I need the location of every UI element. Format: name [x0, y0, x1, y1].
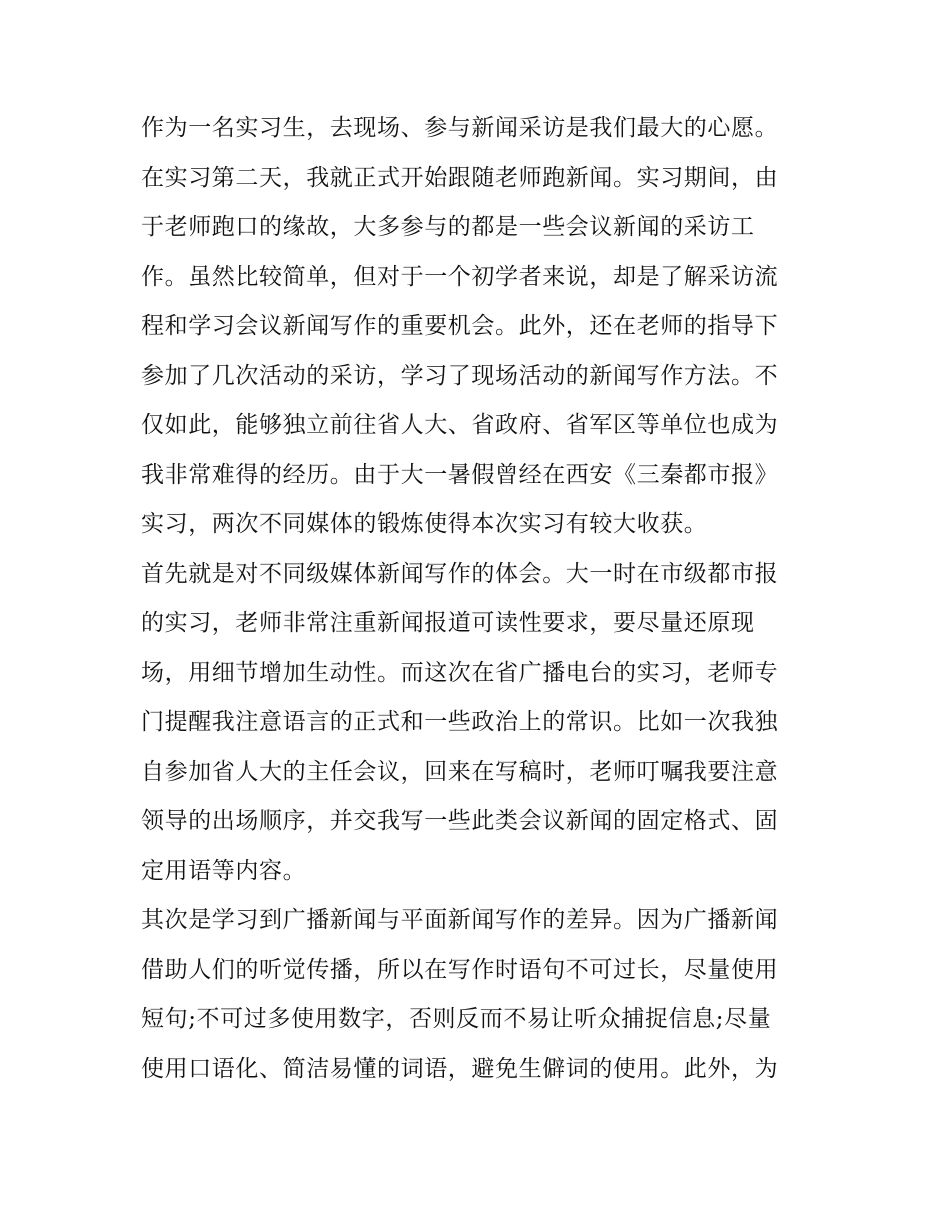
text-line: 定用语等内容。 [141, 857, 307, 884]
text-line: 参加了几次活动的采访，学习了现场活动的新闻写作方法。不 [141, 362, 779, 389]
text-line: 的实习，老师非常注重新闻报道可读性要求，要尽量还原现 [141, 610, 755, 636]
text-line: 场，用细节增加生动性。而这次在省广播电台的实习，老师专 [141, 659, 779, 686]
text-line: 作为一名实习生，去现场、参与新闻采访是我们最大的心愿。 [141, 115, 779, 141]
text-line: 程和学习会议新闻写作的重要机会。此外，还在老师的指导下 [141, 313, 779, 339]
text-line: 我非常难得的经历。由于大一暑假曾经在西安《三秦都市报》 [141, 461, 779, 488]
text-line: 借助人们的听觉传播，所以在写作时语句不可过长，尽量使用 [141, 956, 779, 983]
text-line: 其次是学习到广播新闻与平面新闻写作的差异。因为广播新闻 [141, 907, 779, 933]
text-line: 自参加省人大的主任会议，回来在写稿时，老师叮嘱我要注意 [141, 758, 779, 785]
text-line: 于老师跑口的缘故，大多参与的都是一些会议新闻的采访工 [141, 214, 755, 240]
text-line: 门提醒我注意语言的正式和一些政治上的常识。比如一次我独 [141, 709, 779, 735]
text-line: 仅如此，能够独立前往省人大、省政府、省军区等单位也成为 [141, 412, 779, 438]
body-text [141, 104, 821, 1094]
text-line: 作。虽然比较简单，但对于一个初学者来说，却是了解采访流 [141, 263, 779, 290]
text-line: 实习，两次不同媒体的锻炼使得本次实习有较大收获。 [141, 511, 708, 537]
text-line: 短句;不可过多使用数字，否则反而不易让听众捕捉信息;尽量 [141, 1006, 772, 1032]
text-line: 领导的出场顺序，并交我写一些此类会议新闻的固定格式、固 [141, 808, 779, 834]
text-line: 在实习第二天，我就正式开始跟随老师跑新闻。实习期间，由 [141, 164, 779, 191]
text-line: 使用口语化、简洁易懂的词语，避免生僻词的使用。此外，为 [141, 1055, 779, 1082]
text-line: 首先就是对不同级媒体新闻写作的体会。大一时在市级都市报 [141, 560, 779, 587]
